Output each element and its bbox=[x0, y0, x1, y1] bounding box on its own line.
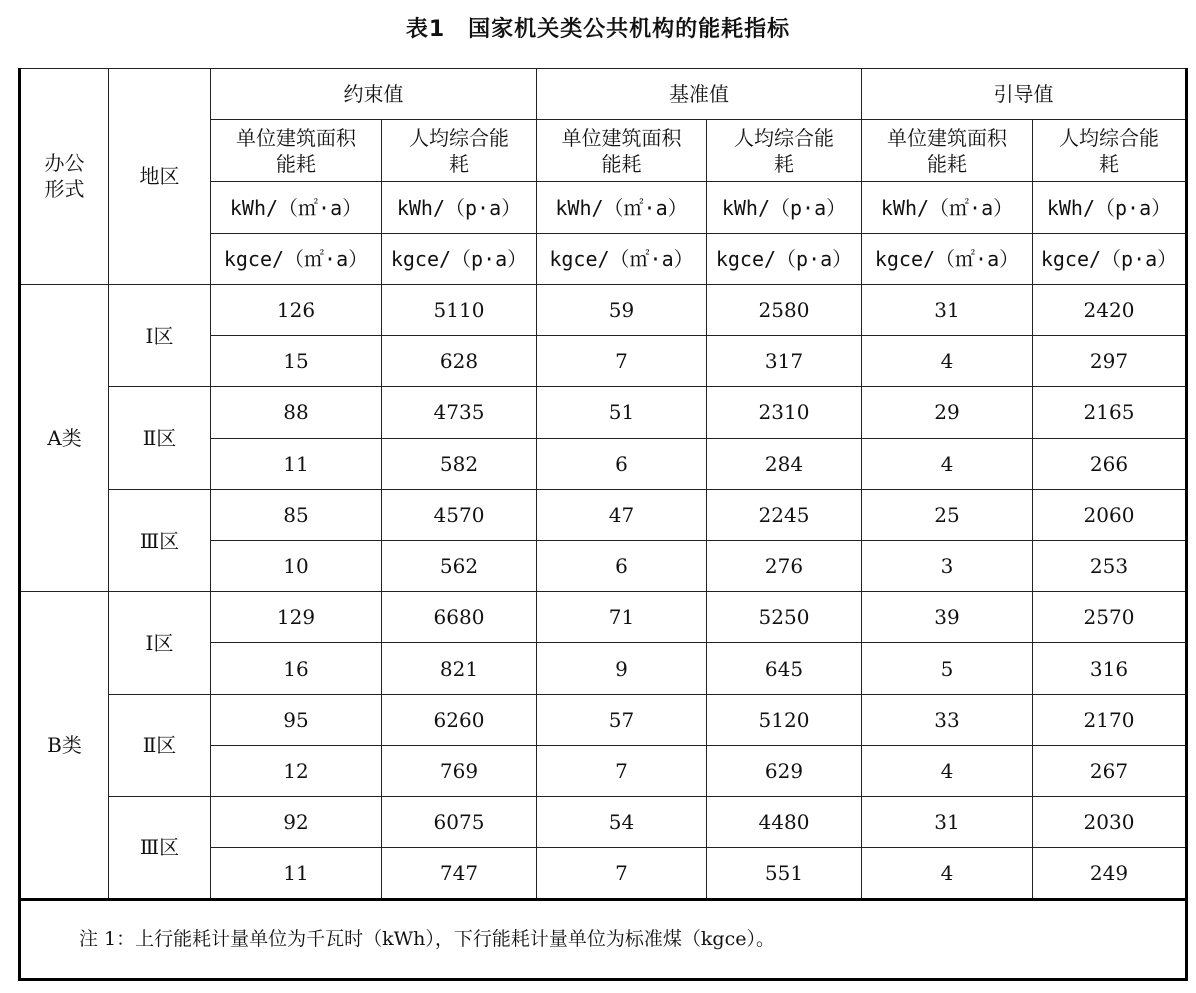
region-cell: Ⅲ区 bbox=[109, 797, 211, 900]
value-cell-kgce: 562 bbox=[382, 541, 537, 592]
value-cell-kwh: 2310 bbox=[707, 387, 862, 438]
value-cell-kwh: 39 bbox=[862, 592, 1033, 643]
value-cell-kwh: 4480 bbox=[707, 797, 862, 848]
value-cell-kgce: 249 bbox=[1033, 848, 1187, 899]
value-cell-kwh: 33 bbox=[862, 694, 1033, 745]
value-cell-kwh: 57 bbox=[537, 694, 707, 745]
value-cell-kgce: 7 bbox=[537, 848, 707, 899]
value-cell-kwh: 6680 bbox=[382, 592, 537, 643]
value-cell-kwh: 2580 bbox=[707, 284, 862, 335]
office-form-header: 办公 形式 bbox=[20, 69, 109, 285]
region-cell: Ⅰ区 bbox=[109, 284, 211, 386]
office-type-cell: A类 bbox=[20, 284, 109, 591]
unit-kgce-area: kgce/（㎡·a） bbox=[537, 233, 707, 284]
region-cell: Ⅱ区 bbox=[109, 387, 211, 489]
value-cell-kgce: 317 bbox=[707, 336, 862, 387]
value-cell-kwh: 51 bbox=[537, 387, 707, 438]
table-row bbox=[20, 284, 1187, 335]
unit-kgce-area: kgce/（㎡·a） bbox=[862, 233, 1033, 284]
value-cell-kgce: 16 bbox=[211, 643, 382, 694]
value-cell-kwh: 2570 bbox=[1033, 592, 1187, 643]
unit-kwh-person: kWh/（p·a） bbox=[707, 182, 862, 233]
value-cell-kwh: 29 bbox=[862, 387, 1033, 438]
table-row bbox=[20, 592, 1187, 643]
value-cell-kwh: 4735 bbox=[382, 387, 537, 438]
value-cell-kgce: 11 bbox=[211, 848, 382, 899]
value-cell-kwh: 2420 bbox=[1033, 284, 1187, 335]
unit-kgce-area: kgce/（㎡·a） bbox=[211, 233, 382, 284]
value-cell-kgce: 628 bbox=[382, 336, 537, 387]
value-cell-kwh: 5120 bbox=[707, 694, 862, 745]
value-cell-kwh: 5110 bbox=[382, 284, 537, 335]
value-cell-kgce: 629 bbox=[707, 745, 862, 796]
value-cell-kgce: 266 bbox=[1033, 438, 1187, 489]
region-cell: Ⅲ区 bbox=[109, 489, 211, 591]
value-cell-kgce: 316 bbox=[1033, 643, 1187, 694]
value-cell-kwh: 59 bbox=[537, 284, 707, 335]
unit-kwh-person: kWh/（p·a） bbox=[382, 182, 537, 233]
value-cell-kgce: 4 bbox=[862, 745, 1033, 796]
value-cell-kwh: 129 bbox=[211, 592, 382, 643]
value-cell-kgce: 7 bbox=[537, 336, 707, 387]
value-cell-kgce: 253 bbox=[1033, 541, 1187, 592]
value-cell-kwh: 6260 bbox=[382, 694, 537, 745]
value-cell-kwh: 71 bbox=[537, 592, 707, 643]
value-cell-kwh: 126 bbox=[211, 284, 382, 335]
value-cell-kwh: 92 bbox=[211, 797, 382, 848]
value-cell-kgce: 551 bbox=[707, 848, 862, 899]
unit-kwh-area: kWh/（㎡·a） bbox=[537, 182, 707, 233]
value-cell-kgce: 4 bbox=[862, 848, 1033, 899]
table-row bbox=[20, 489, 1187, 540]
value-cell-kwh: 2060 bbox=[1033, 489, 1187, 540]
sub-header-person: 人均综合能 耗 bbox=[1033, 120, 1187, 182]
unit-kwh-area: kWh/（㎡·a） bbox=[211, 182, 382, 233]
sub-header-person: 人均综合能 耗 bbox=[382, 120, 537, 182]
value-cell-kwh: 6075 bbox=[382, 797, 537, 848]
value-cell-kwh: 47 bbox=[537, 489, 707, 540]
value-cell-kgce: 3 bbox=[862, 541, 1033, 592]
table-row bbox=[20, 694, 1187, 745]
value-cell-kgce: 645 bbox=[707, 643, 862, 694]
value-cell-kwh: 2245 bbox=[707, 489, 862, 540]
value-cell-kgce: 11 bbox=[211, 438, 382, 489]
region-cell: Ⅰ区 bbox=[109, 592, 211, 694]
value-cell-kgce: 9 bbox=[537, 643, 707, 694]
group-header-guide: 引导值 bbox=[862, 69, 1187, 120]
value-cell-kgce: 284 bbox=[707, 438, 862, 489]
region-cell: Ⅱ区 bbox=[109, 694, 211, 796]
region-header: 地区 bbox=[109, 69, 211, 285]
value-cell-kwh: 25 bbox=[862, 489, 1033, 540]
value-cell-kgce: 267 bbox=[1033, 745, 1187, 796]
value-cell-kgce: 12 bbox=[211, 745, 382, 796]
value-cell-kgce: 747 bbox=[382, 848, 537, 899]
unit-kwh-person: kWh/（p·a） bbox=[1033, 182, 1187, 233]
value-cell-kgce: 10 bbox=[211, 541, 382, 592]
sub-header-person: 人均综合能 耗 bbox=[707, 120, 862, 182]
value-cell-kwh: 85 bbox=[211, 489, 382, 540]
sub-header-area: 单位建筑面积 能耗 bbox=[862, 120, 1033, 182]
unit-kgce-person: kgce/（p·a） bbox=[1033, 233, 1187, 284]
value-cell-kgce: 7 bbox=[537, 745, 707, 796]
value-cell-kwh: 31 bbox=[862, 797, 1033, 848]
value-cell-kgce: 276 bbox=[707, 541, 862, 592]
value-cell-kgce: 297 bbox=[1033, 336, 1187, 387]
table-note: 注 1：上行能耗计量单位为千瓦时（kWh），下行能耗计量单位为标准煤（kgce）。 bbox=[20, 899, 1187, 979]
energy-indicator-table bbox=[18, 68, 1188, 981]
sub-header-area: 单位建筑面积 能耗 bbox=[211, 120, 382, 182]
value-cell-kgce: 582 bbox=[382, 438, 537, 489]
value-cell-kgce: 821 bbox=[382, 643, 537, 694]
value-cell-kgce: 15 bbox=[211, 336, 382, 387]
table-row bbox=[20, 387, 1187, 438]
value-cell-kgce: 5 bbox=[862, 643, 1033, 694]
sub-header-area: 单位建筑面积 能耗 bbox=[537, 120, 707, 182]
unit-kgce-person: kgce/（p·a） bbox=[707, 233, 862, 284]
value-cell-kgce: 769 bbox=[382, 745, 537, 796]
table-row bbox=[20, 797, 1187, 848]
value-cell-kgce: 6 bbox=[537, 438, 707, 489]
value-cell-kwh: 2030 bbox=[1033, 797, 1187, 848]
value-cell-kwh: 31 bbox=[862, 284, 1033, 335]
value-cell-kgce: 4 bbox=[862, 438, 1033, 489]
value-cell-kwh: 5250 bbox=[707, 592, 862, 643]
unit-kwh-area: kWh/（㎡·a） bbox=[862, 182, 1033, 233]
table-title: 表1 国家机关类公共机构的能耗指标 bbox=[405, 17, 791, 42]
value-cell-kwh: 4570 bbox=[382, 489, 537, 540]
group-header-baseline: 基准值 bbox=[537, 69, 862, 120]
office-type-cell: B类 bbox=[20, 592, 109, 899]
value-cell-kwh: 2165 bbox=[1033, 387, 1187, 438]
unit-kgce-person: kgce/（p·a） bbox=[382, 233, 537, 284]
value-cell-kgce: 6 bbox=[537, 541, 707, 592]
value-cell-kwh: 2170 bbox=[1033, 694, 1187, 745]
value-cell-kwh: 54 bbox=[537, 797, 707, 848]
value-cell-kwh: 95 bbox=[211, 694, 382, 745]
group-header-constraint: 约束值 bbox=[211, 69, 537, 120]
value-cell-kgce: 4 bbox=[862, 336, 1033, 387]
value-cell-kwh: 88 bbox=[211, 387, 382, 438]
